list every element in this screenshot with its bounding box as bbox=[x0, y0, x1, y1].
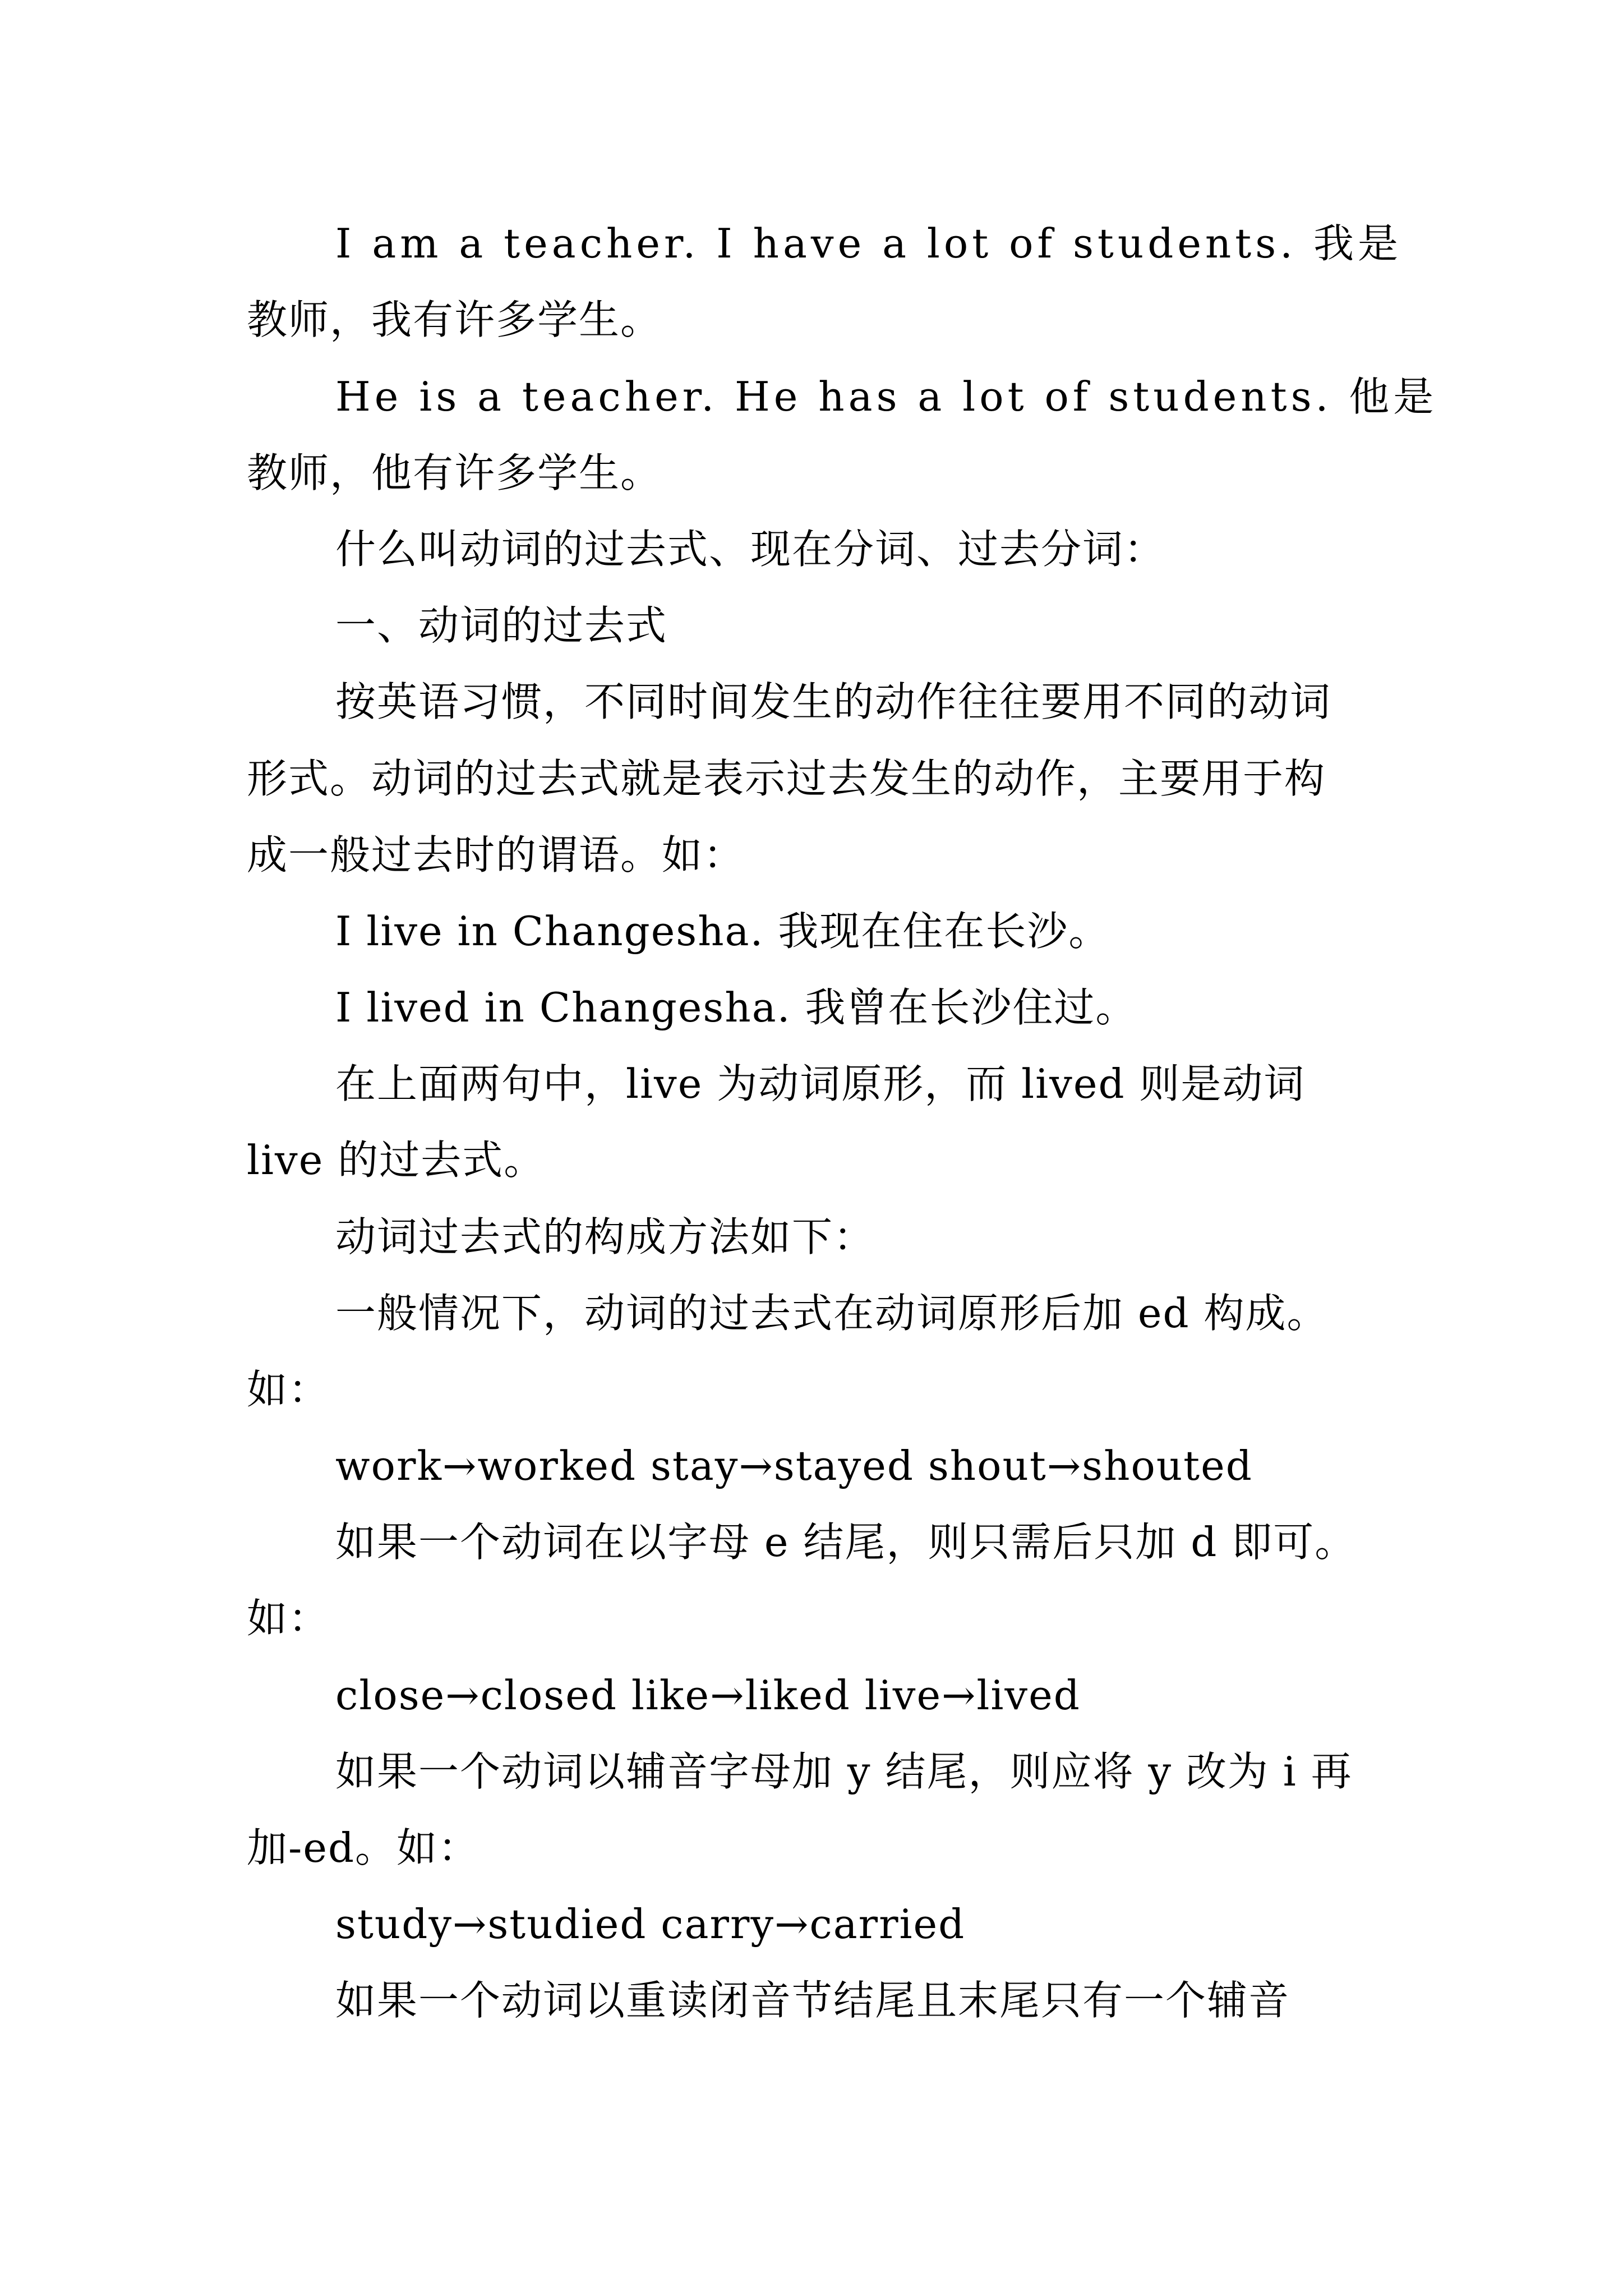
paragraph-line: 如果一个动词在以字母 e 结尾，则只需后只加 d 即可。 bbox=[335, 1519, 1357, 1566]
example-list: study→studied carry→carried bbox=[335, 1901, 966, 1948]
paragraph-line: 成一般过去时的谓语。如： bbox=[247, 831, 745, 878]
section-heading: 一、动词的过去式 bbox=[335, 602, 668, 649]
paragraph-line: 教师，他有许多学生。 bbox=[247, 449, 662, 496]
paragraph-line: 在上面两句中，live 为动词原形，而 lived 则是动词 bbox=[335, 1060, 1306, 1107]
paragraph-line: live 的过去式。 bbox=[247, 1137, 546, 1184]
example-list: close→closed like→liked live→lived bbox=[335, 1672, 1081, 1719]
paragraph-line: I am a teacher. I have a lot of students. 我是 bbox=[335, 220, 1402, 267]
paragraph-line: 按英语习惯，不同时间发生的动作往往要用不同的动词 bbox=[335, 678, 1332, 725]
paragraph-line: 形式。动词的过去式就是表示过去发生的动作，主要用于构 bbox=[247, 755, 1326, 802]
paragraph-line: 动词过去式的构成方法如下： bbox=[335, 1213, 875, 1260]
paragraph-line: 如： bbox=[247, 1366, 330, 1413]
paragraph-line: 如果一个动词以重读闭音节结尾且末尾只有一个辅音 bbox=[335, 1977, 1290, 2024]
paragraph-line: 如果一个动词以辅音字母加 y 结尾，则应将 y 改为 i 再 bbox=[335, 1748, 1353, 1795]
paragraph-line: 什么叫动词的过去式、现在分词、过去分词： bbox=[335, 526, 1166, 573]
paragraph-line: He is a teacher. He has a lot of students. 他是 bbox=[335, 373, 1438, 420]
example-list: work→worked stay→stayed shout→shouted bbox=[335, 1442, 1253, 1489]
paragraph-line: 一般情况下，动词的过去式在动词原形后加 ed 构成。 bbox=[335, 1290, 1329, 1337]
example-sentence: I live in Changesha. 我现在住在长沙。 bbox=[335, 908, 1110, 955]
example-sentence: I lived in Changesha. 我曾在长沙住过。 bbox=[335, 984, 1137, 1031]
paragraph-line: 教师，我有许多学生。 bbox=[247, 296, 662, 343]
paragraph-line: 加-ed。如： bbox=[247, 1824, 480, 1871]
paragraph-line: 如： bbox=[247, 1595, 330, 1642]
